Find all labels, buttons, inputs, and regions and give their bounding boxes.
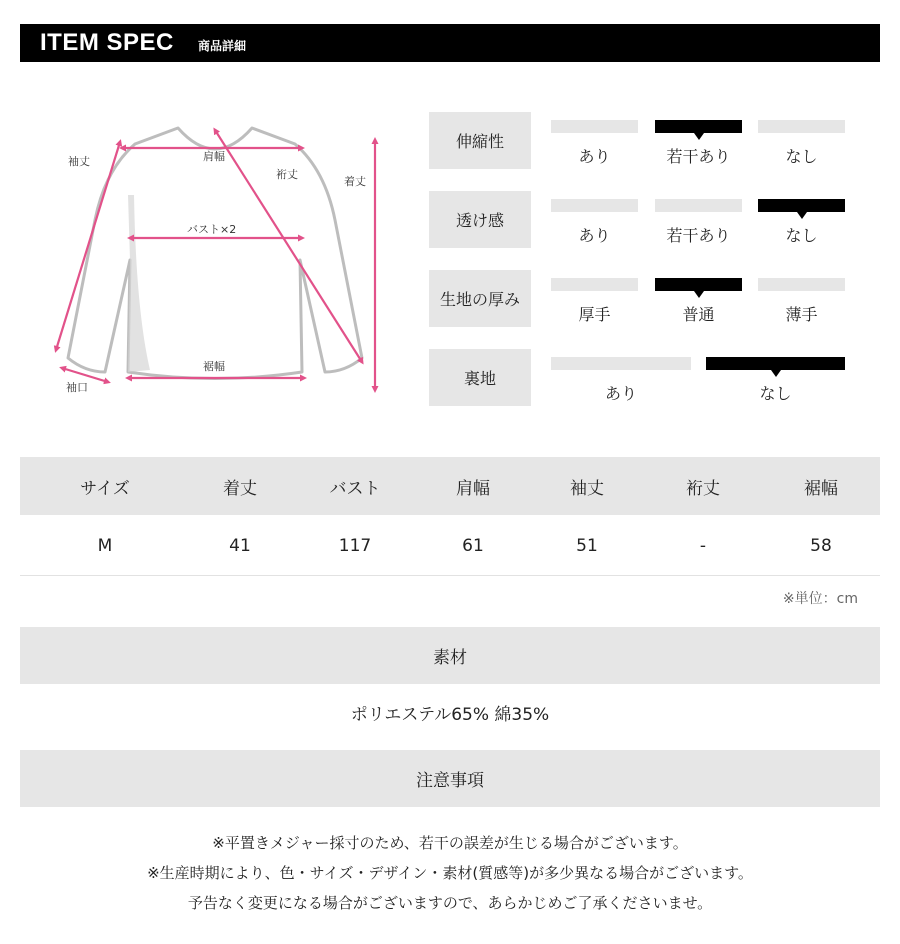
rating-bar bbox=[551, 120, 638, 133]
option-label: あり bbox=[604, 384, 637, 403]
spec-option bbox=[655, 199, 742, 245]
cuff-label: 袖口 bbox=[66, 381, 88, 394]
rating-bar-selected bbox=[655, 120, 742, 133]
rating-bar-selected bbox=[758, 199, 845, 212]
rating-bar bbox=[655, 199, 742, 212]
size-header-cell: 袖丈 bbox=[570, 478, 604, 499]
spec-label: 生地の厚み bbox=[429, 270, 531, 327]
size-value-cell: 41 bbox=[229, 535, 251, 556]
option-label: なし bbox=[759, 384, 792, 403]
spec-label: 伸縮性 bbox=[429, 112, 531, 169]
note-line: ※生産時期により、色・サイズ・デザイン・素材(質感等)が多少異なる場合がございます。 bbox=[147, 864, 753, 882]
spec-label: 透け感 bbox=[429, 191, 531, 248]
size-value-cell: - bbox=[699, 535, 707, 556]
spec-label: 裏地 bbox=[429, 349, 531, 406]
size-value-cell: 61 bbox=[462, 535, 484, 556]
rating-bar bbox=[551, 278, 638, 291]
spec-option bbox=[551, 120, 638, 166]
header-subtitle: 商品詳細 bbox=[198, 39, 247, 53]
material-heading: 素材 bbox=[20, 627, 880, 684]
spec-option-selected bbox=[655, 278, 742, 324]
option-label: なし bbox=[785, 226, 818, 245]
measurement-diagram bbox=[40, 110, 400, 410]
size-value-cell: 117 bbox=[338, 535, 372, 556]
size-value-cell: 51 bbox=[576, 535, 598, 556]
rating-bar-selected bbox=[655, 278, 742, 291]
size-value-cell: M bbox=[97, 535, 113, 556]
size-table-row bbox=[20, 516, 880, 576]
spec-option-selected bbox=[655, 120, 742, 166]
spec-option bbox=[758, 278, 845, 324]
sleeve-length-label: 袖丈 bbox=[68, 155, 90, 168]
size-header-cell: 裄丈 bbox=[686, 478, 720, 499]
size-header-cell: 裾幅 bbox=[804, 478, 838, 499]
size-header-cell: バスト bbox=[329, 478, 381, 499]
length-label: 着丈 bbox=[344, 175, 366, 188]
notes-heading: 注意事項 bbox=[20, 750, 880, 807]
hem-width-label: 裾幅 bbox=[203, 360, 225, 373]
option-label: 普通 bbox=[682, 305, 715, 324]
note-line: 予告なく変更になる場合がございますので、あらかじめご了承くださいませ。 bbox=[187, 894, 713, 912]
header-bar bbox=[20, 24, 880, 62]
spec-option bbox=[551, 199, 638, 245]
rating-bar bbox=[551, 357, 691, 370]
rating-bar bbox=[758, 278, 845, 291]
rating-bar bbox=[551, 199, 638, 212]
bust-label: バスト×2 bbox=[187, 223, 237, 236]
spec-option bbox=[758, 120, 845, 166]
unit-note: ※単位：cm bbox=[782, 591, 858, 607]
material-value: ポリエステル65% 綿35% bbox=[350, 705, 550, 725]
spec-option bbox=[551, 278, 638, 324]
size-table-header bbox=[20, 457, 880, 515]
note-line: ※平置きメジャー採寸のため、若干の誤差が生じる場合がございます。 bbox=[212, 834, 688, 852]
spec-option bbox=[551, 357, 691, 403]
yuki-length-label: 裄丈 bbox=[276, 168, 298, 181]
rating-bar-selected bbox=[706, 357, 845, 370]
option-label: あり bbox=[578, 226, 611, 245]
size-value-cell: 58 bbox=[810, 535, 832, 556]
option-label: 薄手 bbox=[785, 305, 818, 324]
size-header-cell: サイズ bbox=[80, 478, 130, 499]
size-header-cell: 着丈 bbox=[223, 478, 257, 499]
option-label: 厚手 bbox=[578, 305, 611, 324]
option-label: あり bbox=[578, 147, 611, 166]
rating-bar bbox=[758, 120, 845, 133]
option-label: 若干あり bbox=[666, 147, 731, 166]
size-header-cell: 肩幅 bbox=[456, 478, 490, 499]
header-title: ITEM SPEC bbox=[40, 29, 174, 56]
garment-illustration bbox=[40, 110, 400, 410]
spec-option-selected bbox=[706, 357, 845, 403]
option-label: 若干あり bbox=[666, 226, 731, 245]
option-label: なし bbox=[785, 147, 818, 166]
spec-option-selected bbox=[758, 199, 845, 245]
shoulder-width-label: 肩幅 bbox=[203, 150, 225, 163]
